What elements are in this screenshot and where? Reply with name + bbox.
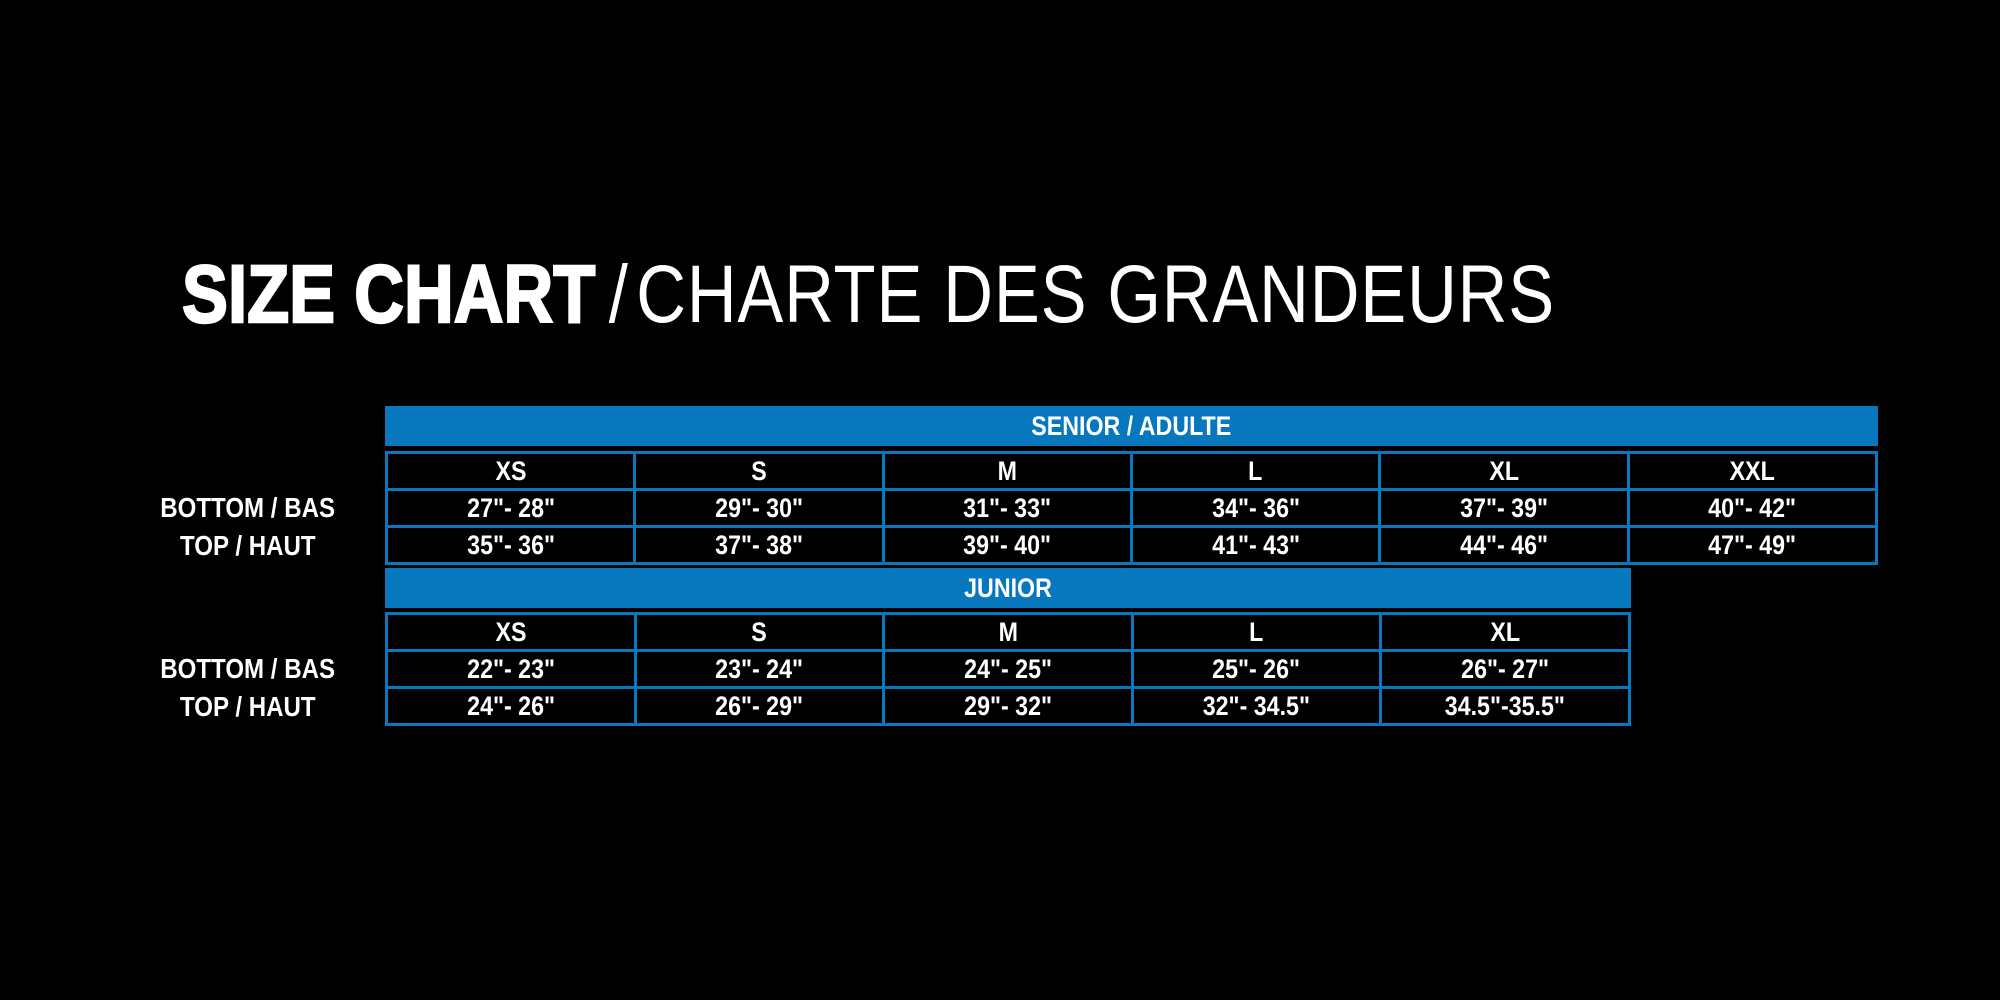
- junior-size-l: L: [1249, 616, 1264, 647]
- junior-top-cell: [884, 688, 1133, 725]
- senior-top-cell: [1131, 527, 1379, 564]
- junior-size-header-cell: [387, 614, 636, 651]
- senior-top-label-text: TOP / HAUT: [180, 530, 316, 561]
- senior-size-m: M: [997, 455, 1017, 486]
- senior-top-s: 37"- 38": [715, 529, 803, 560]
- senior-section-header: [385, 406, 1878, 446]
- junior-bottom-cell: [635, 651, 884, 688]
- senior-top-cell: [635, 527, 883, 564]
- junior-top-cell: [635, 688, 884, 725]
- senior-bottom-cell: [883, 490, 1131, 527]
- junior-size-xs: XS: [495, 616, 527, 647]
- senior-size-header-cell: [1131, 453, 1379, 490]
- senior-bottom-label-text: BOTTOM / BAS: [160, 492, 336, 523]
- junior-bottom-row-label: [128, 650, 368, 688]
- title-primary: SIZE CHART: [182, 249, 596, 340]
- junior-top-s: 26"- 29": [715, 690, 804, 721]
- junior-bottom-row: [387, 651, 1630, 688]
- junior-bottom-cell: [1381, 651, 1630, 688]
- junior-size-header-row: [387, 614, 1630, 651]
- junior-top-row: [387, 688, 1630, 725]
- senior-top-cell: [1380, 527, 1628, 564]
- senior-top-l: 41"- 43": [1211, 529, 1300, 560]
- senior-size-header-cell: [883, 453, 1131, 490]
- senior-bottom-m: 31"- 33": [963, 492, 1052, 523]
- junior-bottom-cell: [387, 651, 636, 688]
- senior-bottom-cell: [635, 490, 883, 527]
- junior-bottom-l: 25"- 26": [1212, 653, 1301, 684]
- junior-size-m: M: [998, 616, 1018, 647]
- senior-top-cell: [883, 527, 1131, 564]
- junior-size-header-cell: [1132, 614, 1381, 651]
- junior-size-header-cell: [635, 614, 884, 651]
- junior-section-title: JUNIOR: [964, 572, 1052, 603]
- junior-bottom-cell: [884, 651, 1133, 688]
- senior-size-xl: XL: [1489, 455, 1519, 486]
- junior-bottom-xs: 22"- 23": [466, 653, 555, 684]
- senior-size-header-cell: [635, 453, 883, 490]
- senior-top-xl: 44"- 46": [1460, 529, 1548, 560]
- senior-bottom-cell: [1628, 490, 1876, 527]
- junior-section-header: [385, 568, 1631, 608]
- senior-bottom-xxl: 40"- 42": [1708, 492, 1797, 523]
- junior-top-cell: [387, 688, 636, 725]
- senior-size-header-cell: [1380, 453, 1628, 490]
- senior-size-s: S: [751, 455, 767, 486]
- senior-size-table: [385, 451, 1878, 565]
- senior-bottom-cell: [1131, 490, 1379, 527]
- junior-bottom-s: 23"- 24": [715, 653, 804, 684]
- senior-bottom-row-label: [128, 489, 368, 527]
- junior-size-xl: XL: [1490, 616, 1521, 647]
- junior-top-label-text: TOP / HAUT: [180, 691, 316, 722]
- senior-bottom-cell: [387, 490, 635, 527]
- junior-top-row-label: [128, 688, 368, 726]
- junior-bottom-xl: 26"- 27": [1461, 653, 1550, 684]
- junior-top-xl: 34.5"-35.5": [1445, 690, 1566, 721]
- senior-bottom-xs: 27"- 28": [466, 492, 555, 523]
- senior-bottom-cell: [1380, 490, 1628, 527]
- junior-top-cell: [1132, 688, 1381, 725]
- senior-size-xs: XS: [495, 455, 527, 486]
- junior-bottom-label-text: BOTTOM / BAS: [160, 653, 336, 684]
- senior-top-m: 39"- 40": [963, 529, 1052, 560]
- senior-top-cell: [1628, 527, 1876, 564]
- junior-size-header-cell: [1381, 614, 1630, 651]
- junior-bottom-m: 24"- 25": [964, 653, 1052, 684]
- senior-top-cell: [387, 527, 635, 564]
- junior-size-header-cell: [884, 614, 1133, 651]
- page-title: [182, 249, 1556, 340]
- junior-size-s: S: [751, 616, 768, 647]
- senior-top-row: [387, 527, 1877, 564]
- senior-top-xs: 35"- 36": [466, 529, 555, 560]
- senior-bottom-l: 34"- 36": [1211, 492, 1300, 523]
- senior-section-title: SENIOR / ADULTE: [1031, 410, 1232, 441]
- title-separator: /: [608, 249, 628, 340]
- senior-size-l: L: [1248, 455, 1263, 486]
- junior-top-l: 32"- 34.5": [1202, 690, 1311, 721]
- senior-bottom-xl: 37"- 39": [1460, 492, 1548, 523]
- senior-size-header-cell: [1628, 453, 1876, 490]
- title-secondary: CHARTE DES GRANDEURS: [636, 249, 1556, 340]
- junior-top-xs: 24"- 26": [466, 690, 555, 721]
- junior-bottom-cell: [1132, 651, 1381, 688]
- senior-top-xxl: 47"- 49": [1708, 529, 1797, 560]
- junior-size-table: [385, 612, 1631, 726]
- senior-top-row-label: [128, 527, 368, 565]
- senior-size-header-row: [387, 453, 1877, 490]
- junior-top-m: 29"- 32": [964, 690, 1052, 721]
- senior-size-header-cell: [387, 453, 635, 490]
- senior-bottom-s: 29"- 30": [715, 492, 803, 523]
- senior-size-xxl: XXL: [1729, 455, 1775, 486]
- senior-bottom-row: [387, 490, 1877, 527]
- junior-top-cell: [1381, 688, 1630, 725]
